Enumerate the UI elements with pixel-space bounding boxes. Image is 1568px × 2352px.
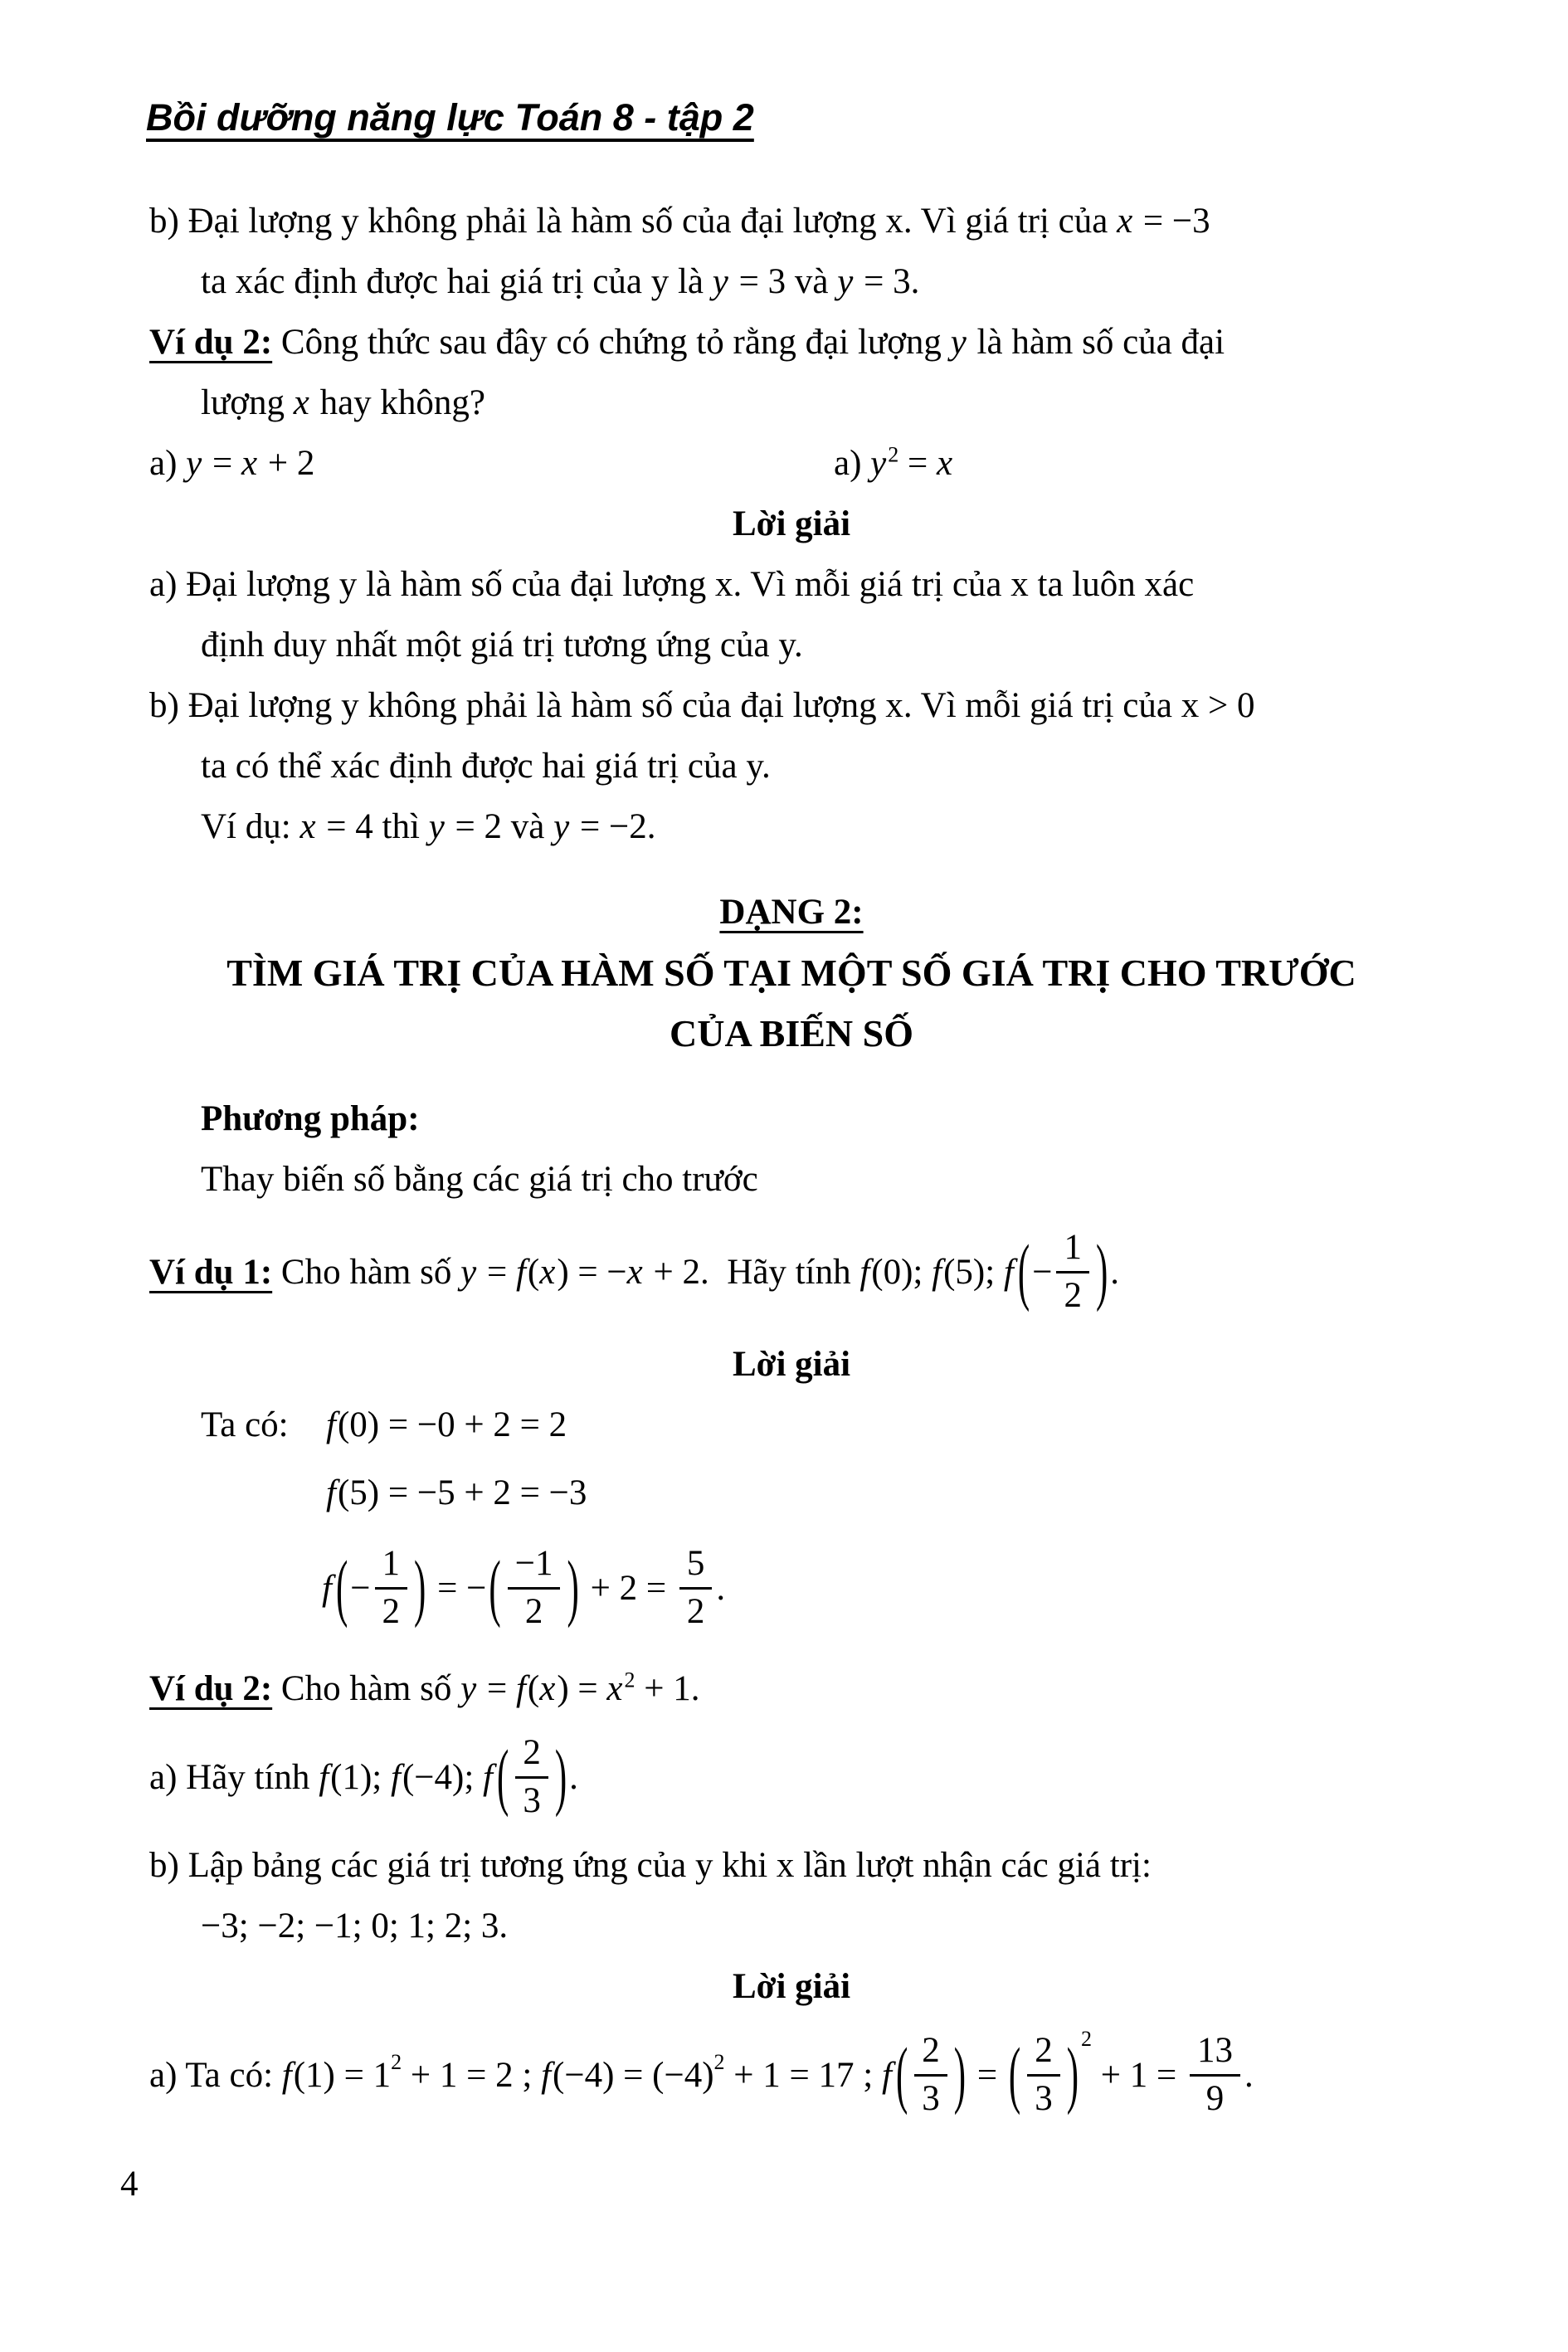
math-run: ) = [557, 1669, 607, 1708]
math-var: y [837, 262, 854, 301]
math-run: . [1244, 2055, 1254, 2095]
part-b-line: b) Lập bảng các giá trị tương ứng của y khi x lần lượt nhận các giá trị: [149, 1846, 1152, 1885]
section-title-line-2: CỦA BIẾN SỐ [670, 1012, 913, 1054]
math-run: + 1 = 2 ; [402, 2055, 542, 2095]
part-a-line [149, 1719, 1434, 1835]
math-run: = 4 thì [317, 807, 429, 846]
math-run: (1); [330, 1757, 391, 1797]
fraction [508, 1544, 561, 1631]
big-paren-left: ( [489, 1546, 501, 1629]
math-minus: − [350, 1568, 371, 1608]
math-superscript: 2 [713, 2049, 725, 2074]
math-var: f [932, 1252, 942, 1292]
math-var: x [293, 383, 309, 422]
big-paren-right: ) [1066, 2033, 1079, 2116]
math-var: y [553, 807, 570, 846]
section-heading-label: DẠNG 2: [719, 893, 864, 932]
page-content [149, 191, 1434, 2133]
math-var: f [515, 1669, 526, 1708]
math-var: x [937, 444, 953, 483]
text-run: ta xác định được hai giá trị của y là [201, 262, 713, 301]
answer-b-line-2: ta có thể xác định được hai giá trị của y. [201, 747, 771, 786]
math-run: = [203, 444, 242, 483]
big-paren-right: ) [953, 2033, 967, 2116]
big-paren-right: ) [567, 1546, 579, 1629]
page-number: 4 [120, 2165, 139, 2203]
text-run: a) Hãy tính [149, 1757, 319, 1797]
method-label: Phương pháp: [201, 1099, 420, 1138]
example-label: Ví dụ 2: [149, 323, 273, 362]
big-paren-left: ( [895, 2033, 908, 2116]
big-paren-right: ) [554, 1736, 567, 1819]
text-run: Ta có: [201, 1405, 289, 1444]
math-var: f [515, 1252, 526, 1292]
text-run: lượng [201, 383, 294, 422]
math-run: = [478, 1252, 516, 1292]
math-run: (−4) = (−4) [553, 2055, 714, 2095]
math-run: (1) = 1 [293, 2055, 392, 2095]
taco-line-1 [149, 1395, 1434, 1455]
math-var: f [882, 2055, 892, 2095]
math-run: = 3. [855, 262, 920, 301]
math-superscript: 2 [888, 442, 899, 467]
math-run: = 2 và [446, 807, 554, 846]
math-run: + 2 = [581, 1568, 675, 1608]
answer-a-line-2: định duy nhất một giá trị tương ứng của y. [201, 626, 803, 665]
text-run: a) Ta có: [149, 2055, 282, 2095]
math-run: = [898, 444, 937, 483]
method-text: Thay biến số bằng các giá trị cho trước [201, 1160, 758, 1199]
math-run: . [1110, 1252, 1120, 1292]
fraction-numerator: 1 [1056, 1228, 1089, 1273]
example-2b-line [149, 1658, 1434, 1719]
fraction-denominator: 3 [1035, 2078, 1053, 2118]
math-superscript: 2 [391, 2049, 402, 2074]
fraction-denominator: 3 [922, 2078, 940, 2118]
text-run: Hãy tính [709, 1252, 860, 1292]
text-run: là hàm số của đại [967, 323, 1225, 362]
example-1-line [149, 1210, 1434, 1334]
fraction [515, 1733, 548, 1820]
taco-line-3 [149, 1530, 1434, 1646]
math-run: = 3 [729, 262, 795, 301]
math-var: x [539, 1252, 556, 1292]
section-heading [149, 882, 1434, 942]
fraction-numerator: −1 [508, 1544, 561, 1589]
math-run: + 2. [644, 1252, 709, 1292]
math-run: + 2 [259, 444, 315, 483]
math-var: f [1003, 1252, 1014, 1292]
math-var: f [326, 1405, 336, 1444]
big-paren-left: ( [1008, 2033, 1021, 2116]
math-run: ( [527, 1669, 540, 1708]
answer-a-line-1: a) Đại lượng y là hàm số của đại lượng x. Vì mỗi giá trị của x ta luôn xác [149, 565, 1195, 604]
math-var: x [626, 1252, 643, 1292]
math-var: y [186, 444, 202, 483]
fraction [1027, 2031, 1060, 2118]
fraction-denominator: 3 [523, 1780, 541, 1820]
math-run: + 1 = [1092, 2055, 1186, 2095]
math-var: x [1117, 202, 1133, 241]
example-note-line [149, 796, 1434, 857]
math-run: (5) = −5 + 2 = −3 [337, 1473, 587, 1512]
fraction-numerator: 2 [914, 2031, 947, 2076]
big-paren-right: ) [414, 1546, 426, 1629]
text-run: b) Đại lượng y không phải là hàm số của đại lượng x. Vì giá trị của [149, 202, 1118, 241]
math-var: f [326, 1473, 336, 1512]
fraction-numerator: 13 [1190, 2031, 1240, 2076]
text-run: Ví dụ: [201, 807, 300, 846]
fraction [679, 1544, 713, 1631]
big-paren-right: ) [1095, 1230, 1108, 1313]
text-run: hay không? [310, 383, 486, 422]
answer-b-line-1: b) Đại lượng y không phải là hàm số của đại lượng x. Vì mỗi giá trị của x > 0 [149, 686, 1255, 725]
fraction [1190, 2031, 1240, 2118]
final-answer-line [149, 2017, 1434, 2133]
fraction-denominator: 2 [524, 1591, 543, 1631]
math-run: = −3 [1134, 202, 1210, 241]
section-title-line-1: TÌM GIÁ TRỊ CỦA HÀM SỐ TẠI MỘT SỐ GIÁ TRỊ CHO TRƯỚC [226, 952, 1356, 994]
taco-line-2 [149, 1455, 1434, 1530]
math-run: . [569, 1757, 578, 1797]
page-header: Bồi dưỡng năng lực Toán 8 - tập 2 [146, 96, 754, 139]
math-superscript: 2 [624, 1668, 635, 1692]
math-var: f [541, 2055, 552, 2095]
fraction-numerator: 2 [1027, 2031, 1060, 2076]
fraction [914, 2031, 947, 2118]
equation-a-right [834, 433, 954, 494]
math-var: f [390, 1757, 401, 1797]
math-run: (0); [871, 1252, 933, 1292]
para-b-line-2 [149, 251, 1434, 312]
fraction-denominator: 9 [1205, 2078, 1225, 2118]
fraction-numerator: 5 [679, 1544, 713, 1589]
values-line: −3; −2; −1; 0; 1; 2; 3. [201, 1906, 509, 1945]
math-run: ) = − [557, 1252, 627, 1292]
para-b-line-1 [149, 191, 1434, 251]
math-run: (−4); [402, 1757, 484, 1797]
fraction [375, 1544, 408, 1631]
fraction-denominator: 2 [382, 1591, 401, 1631]
math-var: y [950, 323, 967, 362]
math-run: + 1. [635, 1669, 700, 1708]
text-run: Cho hàm số [272, 1252, 461, 1292]
math-superscript: 2 [1081, 2026, 1093, 2051]
example-label: Ví dụ 1: [149, 1252, 273, 1292]
math-run: . [716, 1568, 726, 1608]
example-label: Ví dụ 2: [149, 1669, 273, 1708]
text-run: Công thức sau đây có chứng tỏ rằng đại lượng [272, 323, 951, 362]
text-run: a) [149, 444, 187, 483]
math-run: ( [527, 1252, 540, 1292]
math-run: = −2. [571, 807, 656, 846]
big-paren-left: ( [1017, 1230, 1030, 1313]
solution-heading-3: Lời giải [732, 1967, 851, 2006]
math-var: f [483, 1757, 493, 1797]
math-var: f [281, 2055, 292, 2095]
math-run: (5); [943, 1252, 1004, 1292]
math-var: y [870, 444, 887, 483]
math-var: f [319, 1757, 329, 1797]
fraction-denominator: 2 [686, 1591, 705, 1631]
math-var: f [322, 1568, 332, 1608]
math-run: = [478, 1669, 516, 1708]
math-var: x [241, 444, 258, 483]
text-run: a) [834, 444, 871, 483]
math-run: = [968, 2055, 1006, 2095]
example-2-line-2 [149, 373, 1434, 433]
math-var: y [460, 1252, 477, 1292]
math-var: y [460, 1669, 477, 1708]
text-run: Cho hàm số [272, 1669, 461, 1708]
math-var: x [299, 807, 316, 846]
equations-row [149, 433, 1434, 494]
fraction-numerator: 2 [515, 1733, 548, 1778]
fraction-denominator: 2 [1064, 1275, 1082, 1315]
equation-a-left [149, 444, 314, 483]
big-paren-left: ( [496, 1736, 509, 1819]
solution-heading-2: Lời giải [732, 1345, 851, 1384]
text-run: và [794, 262, 838, 301]
math-minus: − [1032, 1252, 1053, 1292]
solution-heading-1: Lời giải [732, 504, 851, 543]
fraction [1056, 1228, 1089, 1315]
math-run: = − [428, 1568, 487, 1608]
math-run: (0) = −0 + 2 = 2 [337, 1405, 567, 1444]
example-2-line-1 [149, 312, 1434, 373]
math-var: y [428, 807, 445, 846]
fraction-numerator: 1 [375, 1544, 408, 1589]
math-var: x [539, 1669, 556, 1708]
math-var: f [859, 1252, 870, 1292]
math-var: y [712, 262, 728, 301]
math-var: x [606, 1669, 623, 1708]
big-paren-left: ( [335, 1546, 348, 1629]
math-run: + 1 = 17 ; [724, 2055, 882, 2095]
